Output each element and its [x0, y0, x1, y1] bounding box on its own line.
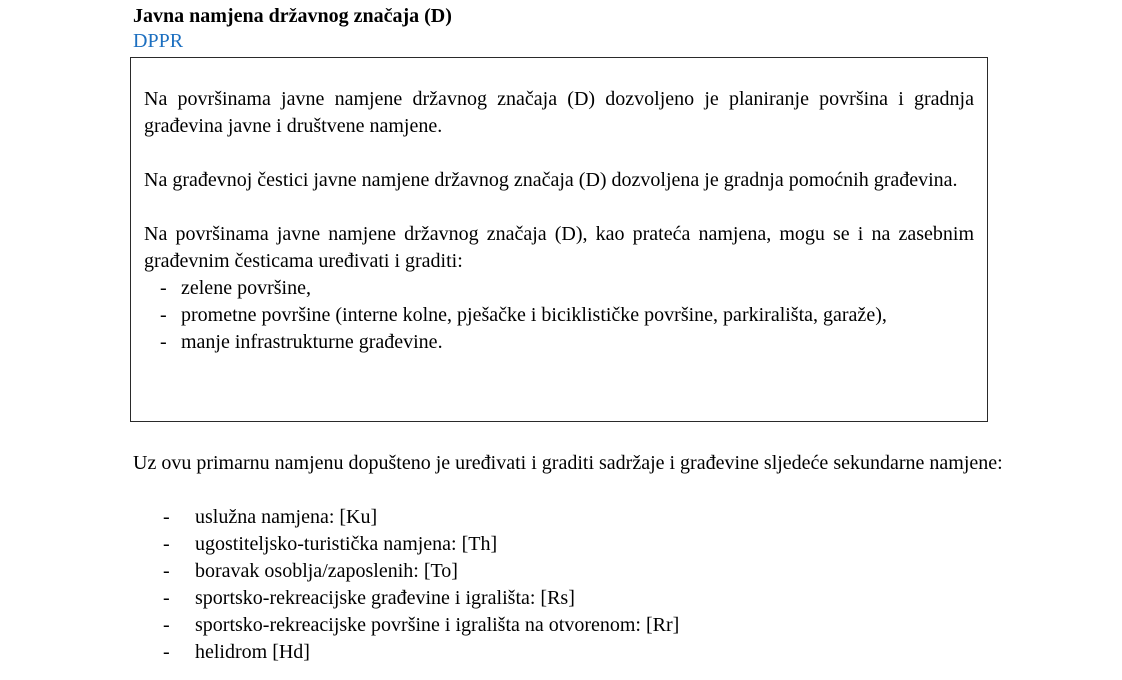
list-item: [133, 612, 1033, 639]
list-item: [133, 504, 1033, 531]
dash-marker: -: [160, 277, 167, 299]
provision-paragraph: Na površinama javne namjene državnog značaja (D) dozvoljeno je planiranje površina i gradnja građevina javne i društvene namjene.: [144, 88, 974, 137]
list-item: [144, 329, 974, 356]
provision-paragraph: Na površinama javne namjene državnog značaja (D), kao prateća namjena, mogu se i na zasebnim građevnim česticama uređivati i graditi:: [144, 223, 974, 272]
list-item: [133, 558, 1033, 585]
list-item-text: sportsko-rekreacijske površine i igrališta na otvorenom: [Rr]: [195, 614, 680, 636]
list-item-text: prometne površine (interne kolne, pješačke i biciklističke površine, parkirališta, garaže),: [181, 304, 887, 326]
provision-box: [130, 57, 988, 422]
list-item-text: uslužna namjena: [Ku]: [195, 506, 378, 528]
list-item: [133, 639, 1033, 666]
list-item: [133, 585, 1033, 612]
list-item-text: sportsko-rekreacijske građevine i igrališta: [Rs]: [195, 587, 575, 609]
list-item-text: manje infrastrukturne građevine.: [181, 331, 443, 353]
secondary-uses-list: [133, 504, 1033, 666]
list-item: [144, 275, 974, 302]
page-title: Javna namjena državnog značaja (D): [133, 5, 452, 27]
dash-marker: -: [160, 331, 167, 353]
dash-marker: -: [163, 533, 170, 555]
dash-marker: -: [163, 614, 170, 636]
dppr-link[interactable]: DPPR: [133, 30, 184, 52]
provision-paragraph: Na građevnoj čestici javne namjene državnog značaja (D) dozvoljena je gradnja pomoćnih građevina.: [144, 169, 958, 191]
dash-marker: -: [163, 587, 170, 609]
dash-marker: -: [163, 641, 170, 663]
secondary-intro-paragraph: Uz ovu primarnu namjenu dopušteno je uređivati i graditi sadržaje i građevine sljedeće sekundarne namjene:: [133, 452, 1003, 474]
list-item-text: boravak osoblja/zaposlenih: [To]: [195, 560, 458, 582]
dash-marker: -: [163, 506, 170, 528]
list-item-text: helidrom [Hd]: [195, 641, 310, 663]
list-item: [133, 531, 1033, 558]
list-item-text: ugostiteljsko-turistička namjena: [Th]: [195, 533, 498, 555]
list-item-text: zelene površine,: [181, 277, 311, 299]
dash-marker: -: [160, 304, 167, 326]
dash-marker: -: [163, 560, 170, 582]
list-item: [144, 302, 974, 329]
